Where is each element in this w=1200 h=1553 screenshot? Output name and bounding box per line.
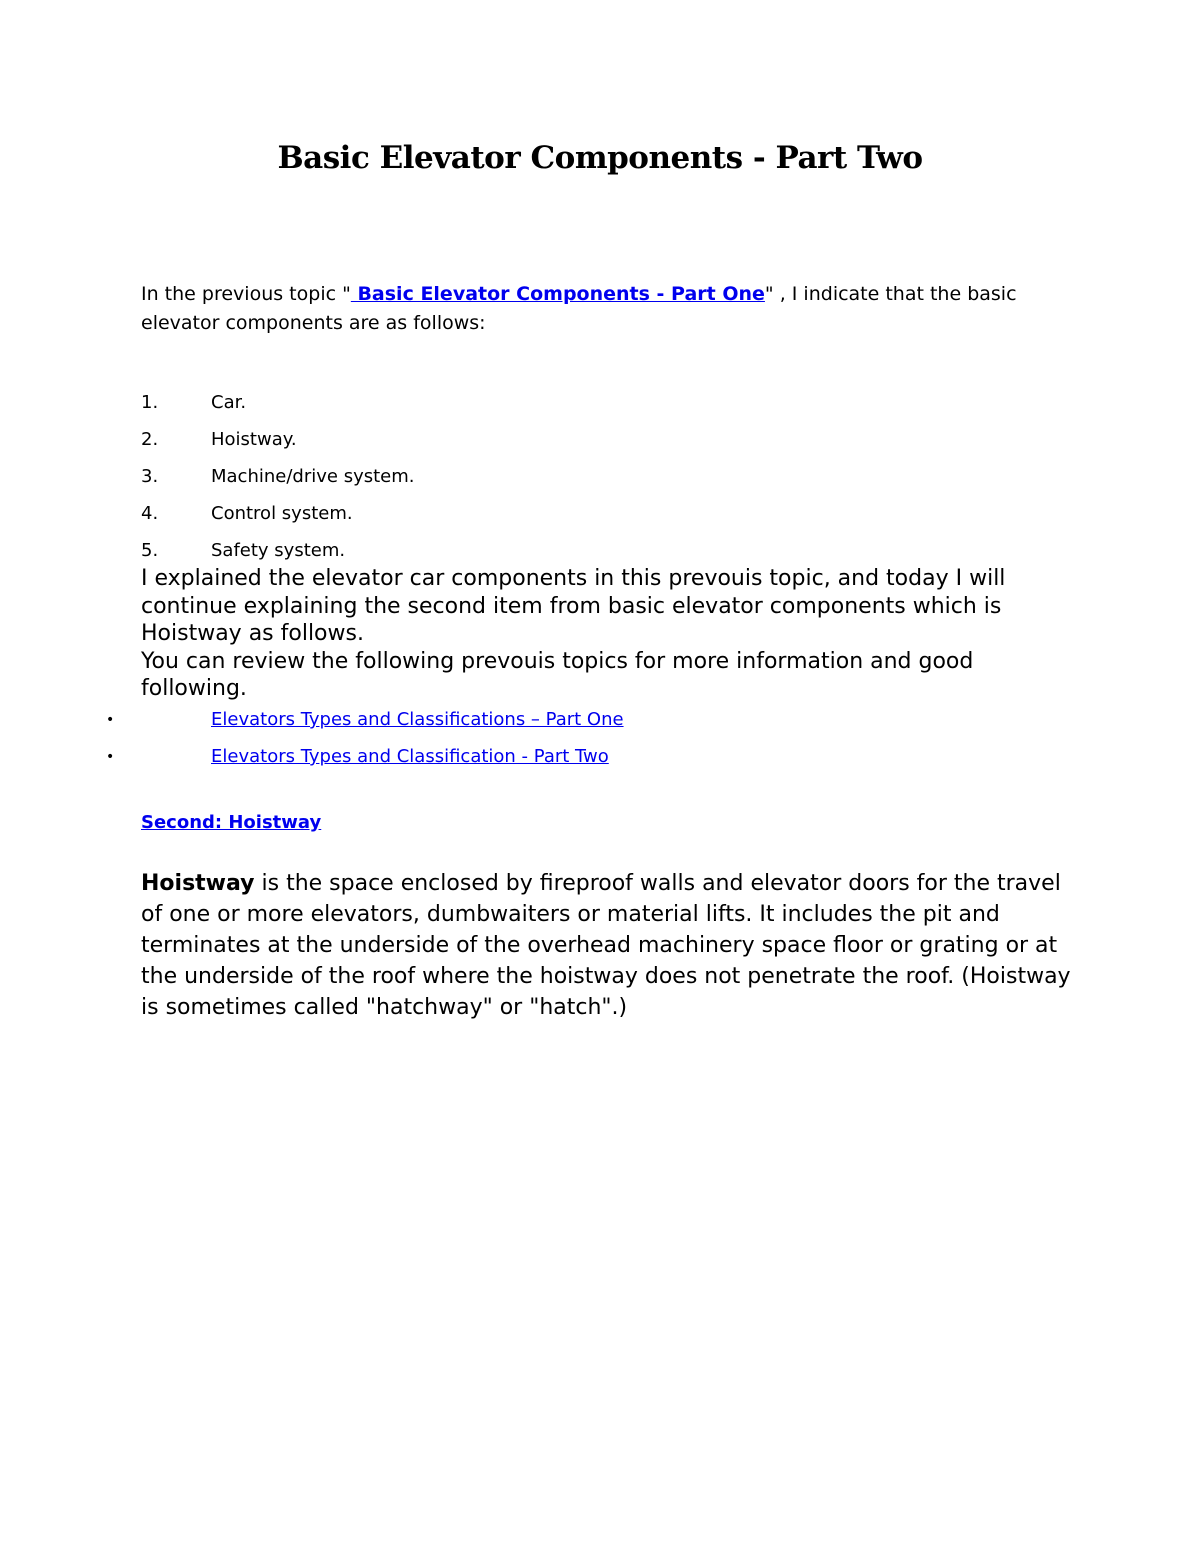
list-number: 2. xyxy=(141,429,159,450)
intro-text-after: , I indicate that the basic elevator components are as follows: xyxy=(141,283,1017,334)
link-types-part-one[interactable]: Elevators Types and Classifications – Part One xyxy=(211,709,624,730)
list-item xyxy=(141,388,414,425)
hoistway-definition xyxy=(141,868,1071,1023)
list-text: Car. xyxy=(211,392,247,413)
list-text: Machine/drive system. xyxy=(211,466,415,487)
list-text: Safety system. xyxy=(211,540,346,561)
related-links-list xyxy=(106,704,624,778)
list-number: 4. xyxy=(141,503,159,524)
explanation-text: I explained the elevator car components in this prevouis topic, and today I will continue explaining the second item from basic elevator components which is Hoistway as follows. xyxy=(141,566,1006,646)
intro-paragraph xyxy=(141,280,1041,338)
explanation-paragraph xyxy=(141,565,1041,703)
intro-quote-close: " xyxy=(764,283,774,305)
list-number: 5. xyxy=(141,540,159,561)
bullet-icon: • xyxy=(106,749,115,765)
list-item xyxy=(141,425,414,462)
list-text: Hoistway. xyxy=(211,429,297,450)
list-number: 3. xyxy=(141,466,159,487)
link-types-part-two[interactable]: Elevators Types and Classification - Part Two xyxy=(211,746,609,767)
components-list xyxy=(141,388,414,573)
review-text: You can review the following prevouis topics for more information and good following. xyxy=(141,648,974,701)
hoistway-definition-text: is the space enclosed by fireproof walls and elevator doors for the travel of one or more elevators, dumbwaiters or material lifts. It includes the pit and terminates at the underside of the overhead machinery space floor or grating or at the underside of the roof where the hoistway does not penetrate the roof. (Hoistway is sometimes called "hatchway" or "hatch".) xyxy=(141,871,1071,1020)
list-text: Control system. xyxy=(211,503,353,524)
bullet-icon: • xyxy=(106,712,115,728)
link-part-one[interactable]: Basic Elevator Components - Part One xyxy=(350,283,765,305)
page-title: Basic Elevator Components - Part Two xyxy=(277,140,923,176)
list-number: 1. xyxy=(141,392,159,413)
list-item xyxy=(141,499,414,536)
intro-text-before: In the previous topic " xyxy=(141,283,351,305)
list-item xyxy=(141,462,414,499)
section-link-hoistway[interactable]: Second: Hoistway xyxy=(141,812,322,833)
list-item xyxy=(106,741,624,778)
hoistway-term: Hoistway xyxy=(141,871,255,896)
list-item xyxy=(106,704,624,741)
